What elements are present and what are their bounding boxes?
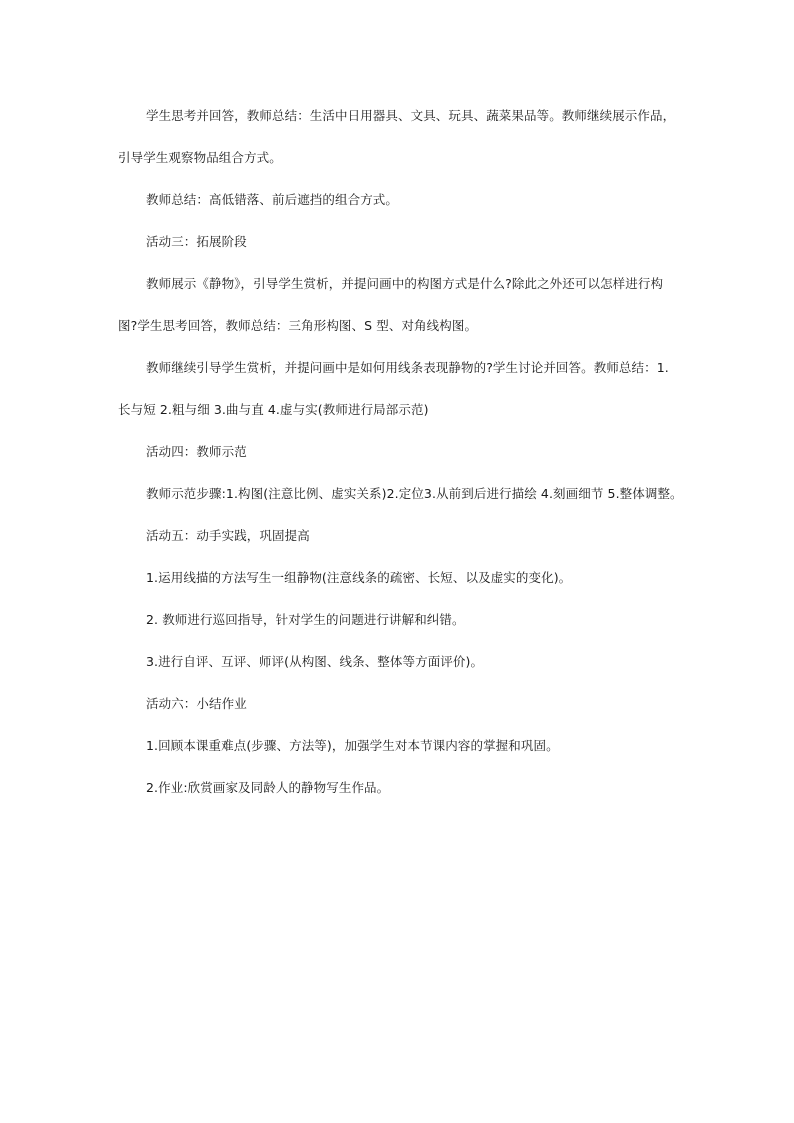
section-heading: 活动三：拓展阶段: [146, 234, 247, 249]
paragraph-line: 教师示范步骤:1.构图(注意比例、虚实关系)2.定位3.从前到后进行描绘 4.刻画细节 5.整体调整。: [146, 486, 683, 501]
paragraph-line: 图?学生思考回答，教师总结：三角形构图、S 型、对角线构图。: [118, 318, 478, 333]
list-item: 2. 教师进行巡回指导，针对学生的问题进行讲解和纠错。: [146, 612, 465, 627]
section-heading: 活动五：动手实践，巩固提高: [146, 528, 310, 543]
section-heading: 活动六：小结作业: [146, 696, 247, 711]
list-item: 2.作业:欣赏画家及同龄人的静物写生作品。: [146, 780, 390, 795]
section-heading: 活动四：教师示范: [146, 444, 247, 459]
list-item: 1.运用线描的方法写生一组静物(注意线条的疏密、长短、以及虚实的变化)。: [146, 570, 572, 585]
list-item: 1.回顾本课重难点(步骤、方法等)，加强学生对本节课内容的掌握和巩固。: [146, 738, 559, 753]
list-item: 3.进行自评、互评、师评(从构图、线条、整体等方面评价)。: [146, 654, 484, 669]
paragraph-line: 教师展示《静物》，引导学生赏析，并提问画中的构图方式是什么?除此之外还可以怎样进行构: [146, 276, 664, 291]
paragraph-line: 教师总结：高低错落、前后遮挡的组合方式。: [146, 192, 399, 207]
paragraph-line: 长与短 2.粗与细 3.曲与直 4.虚与实(教师进行局部示范): [118, 402, 429, 417]
paragraph-line: 引导学生观察物品组合方式。: [118, 150, 282, 165]
paragraph-line: 教师继续引导学生赏析，并提问画中是如何用线条表现静物的?学生讨论并回答。教师总结：1.: [146, 360, 669, 375]
paragraph-line: 学生思考并回答，教师总结：生活中日用器具、文具、玩具、蔬菜果品等。教师继续展示作品，: [146, 108, 676, 123]
